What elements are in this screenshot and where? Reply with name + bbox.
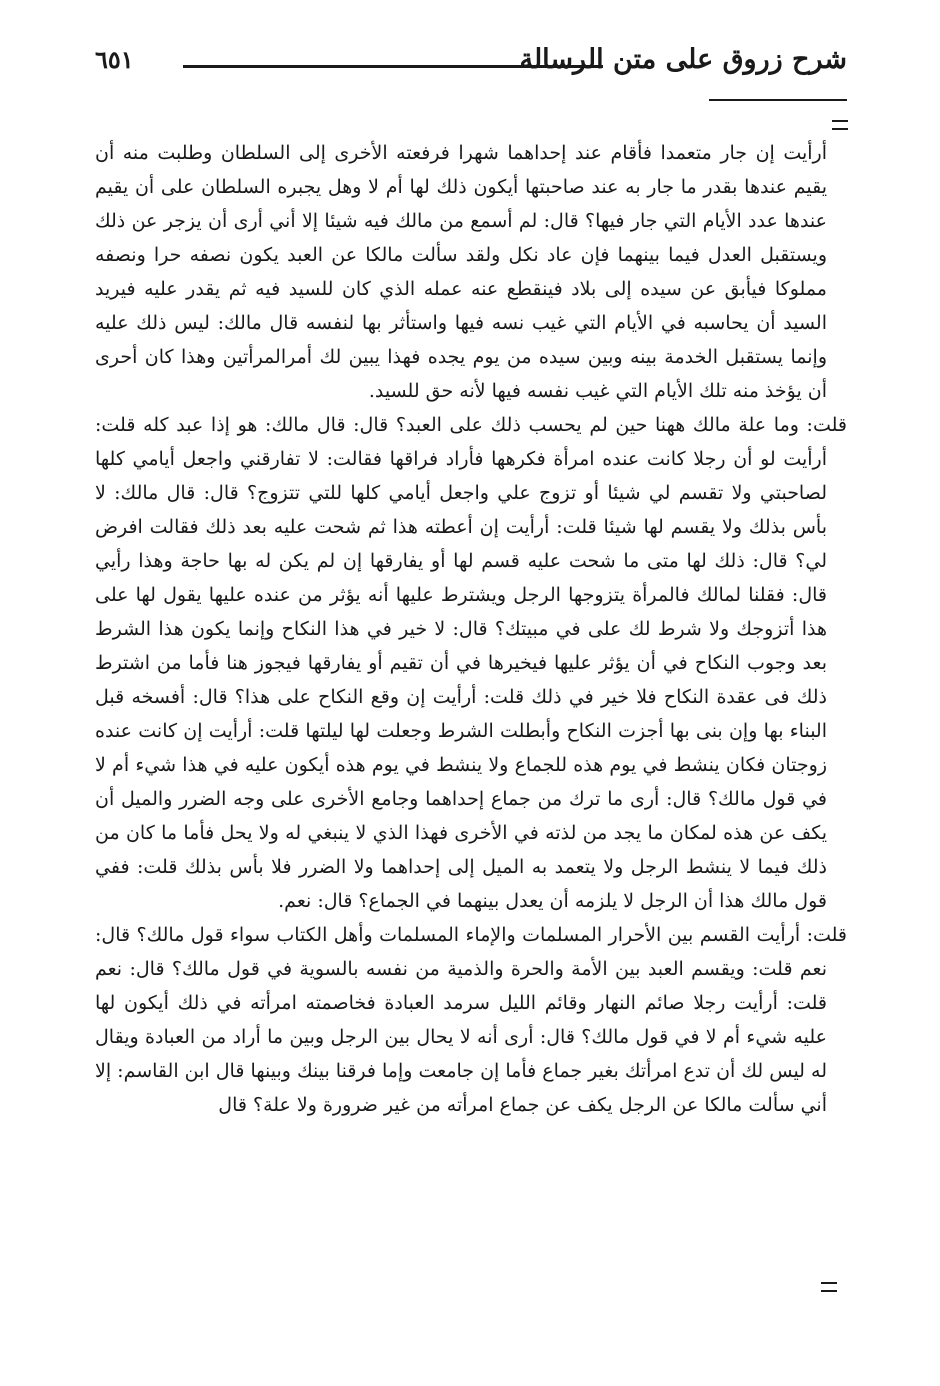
paragraph-question: قلت: وما علة مالك ههنا حين لم يحسب ذلك على العبد؟ قال: قال مالك: هو إذا عبد كله قلت: أرأيت لو أن رجلا كانت عنده امرأة فكرهها فأراد فراقها فقالت: لا تفارقني واجعل أيامي كلها لصاحبتي ولا تقسم لي شيئا أو تزوج علي واجعل أيامي كلها للتي تتزوج؟ قال: قال مالك: لا بأس بذلك ولا يقسم لها شيئا قلت: أرأيت إن أعطته هذا ثم شحت عليه بعد ذلك فقالت افرض لي؟ قال: ذلك لها متى ما شحت عليه قسم لها أو يفارقها إن لم يكن له بها حاجة وهذا رأيي قال: فقلنا لمالك فالمرأة يتزوجها الرجل ويشترط عليها أنه يؤثر من عنده عليها يقول لها على هذا أتزوجك ولا شرط لك على في مبيتك؟ قال: لا خير في هذا النكاح وإنما يكون هذا الشرط بعد وجوب النكاح في أن يؤثر عليها فيخيرها في أن تقيم أو يفارقها فيجوز هنا فأما من اشترط ذلك فى عقدة النكاح فلا خير في ذلك قلت: أرأيت إن وقع النكاح على هذا؟ قال: أفسخه قبل البناء بها وإن بنى بها أجزت النكاح وأبطلت الشرط وجعلت لها ليلتها قلت: أرأيت إن كانت عنده زوجتان فكان ينشط في يوم هذه للجماع ولا ينشط في يوم هذه أيكون عليه في هذا شيء أم لا في قول مالك؟ قال: أرى ما ترك من جماع إحداهما وجامع الأخرى على وجه الضرر والميل أن يكف عن هذه لمكان ما يجد من لذته في الأخرى فهذا الذي لا ينبغي له ولا يحل فأما ما كان من ذلك فيما لا ينشط الرجل ولا يتعمد به الميل إلى إحداهما ولا الضرر فلا بأس بذلك قلت: ففي قول مالك هذا أن الرجل لا يلزمه أن يعدل بينهما في الجماع؟ قال: نعم. (95, 414, 847, 912)
page-header (95, 40, 847, 84)
continuation-mark-bottom (821, 1282, 837, 1292)
paragraph-question: قلت: أرأيت القسم بين الأحرار المسلمات والإماء المسلمات وأهل الكتاب سواء قول مالك؟ قال: نعم قلت: ويقسم العبد بين الأمة والحرة والذمية من نفسه بالسوية في قول مالك؟ قال: نعم قلت: أرأيت رجلا صائم النهار وقائم الليل سرمد العبادة فخاصمته امرأته في ذلك أيكون لها عليه شيء أم لا في قول مالك؟ قال: أرى أنه لا يحال بين الرجل وبين ما أراد من العبادة ويقال له ليس لك أن تدع امرأتك بغير جماع فأما إن جامعت وإما فرقنا بينك وبينها قال ابن القاسم: إلا أني سألت مالكا عن الرجل يكف عن جماع امرأته من غير ضرورة ولا علة؟ قال (95, 924, 847, 1116)
running-title: شرح زروق على متن الرسالة (519, 44, 847, 75)
paragraph-continuation: أرأيت إن جار متعمدا فأقام عند إحداهما شهرا فرفعته الأخرى إلى السلطان وطلبت منه أن يقيم عندها بقدر ما جار به عند صاحبتها أيكون ذلك لها أم لا وهل يجبره السلطان على أن يقيم عندها عدد الأيام التي جار فيها؟ قال: لم أسمع من مالك فيه شيئا إلا أني أرى أن يزجر عن ذلك ويستقبل العدل فيما بينهما فإن عاد نكل ولقد سألت مالكا عن العبد يكون نصفه حرا ونصفه مملوكا فيأبق عن سيده إلى بلاد فينقطع عنه عمله الذي كان للسيد فيه ثم يقدر عليه فيريد السيد أن يحاسبه في الأيام التي غيب نسه فيها واستأثر بها لنفسه قال مالك: ليس ذلك عليه وإنما يستقبل الخدمة بينه وبين سيده من يوم يجده فهذا يبين لك أمرالمرأتين وهذا كان أحرى أن يؤخذ منه تلك الأيام التي غيب نفسه فيها لأنه حق للسيد. (95, 142, 827, 402)
header-rule (183, 65, 603, 68)
page-number: ٦٥١ (95, 45, 134, 74)
header-underline (709, 99, 847, 101)
continuation-mark-top (832, 120, 848, 130)
body-text (95, 136, 847, 1122)
